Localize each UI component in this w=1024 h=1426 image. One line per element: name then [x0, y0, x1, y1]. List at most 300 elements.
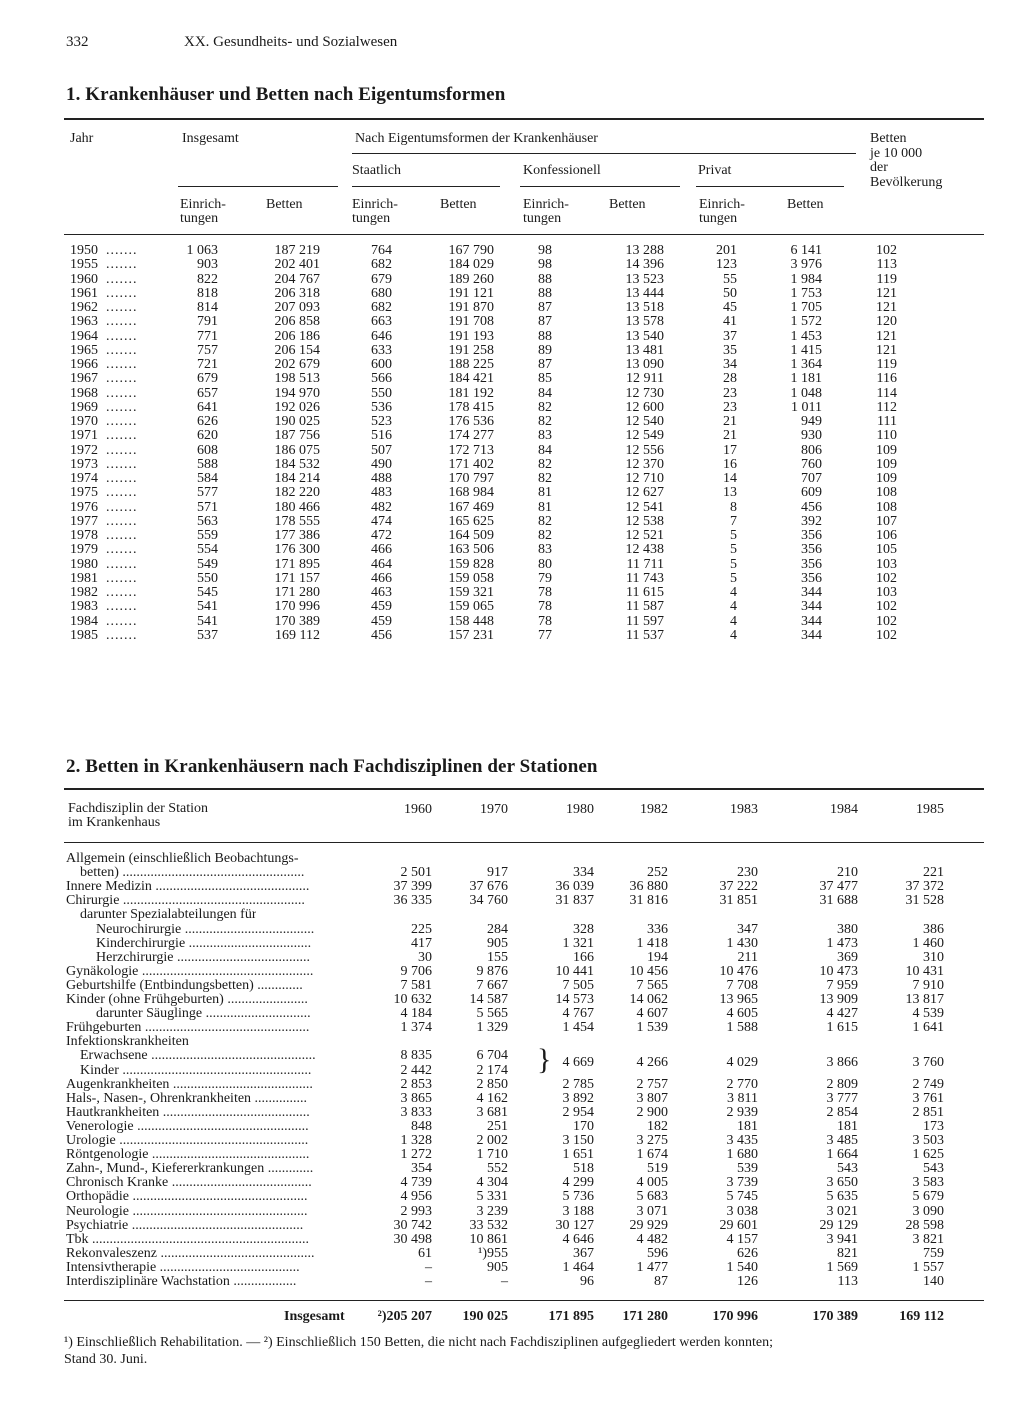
value-cell: 609	[801, 485, 822, 501]
leader-dots: .......	[106, 328, 138, 344]
value-cell: 61	[418, 1245, 432, 1261]
table1-row	[0, 615, 1024, 629]
value-cell: 1 557	[912, 1259, 944, 1275]
value-cell: 180 466	[274, 499, 320, 515]
t1-sub-einrich-3	[523, 198, 569, 226]
value-cell: 7 708	[726, 977, 758, 993]
value-cell: 181	[837, 1118, 858, 1134]
value-cell: 369	[837, 949, 858, 965]
value-cell: 930	[801, 428, 822, 444]
value-cell: 3 485	[826, 1133, 858, 1148]
table1-row	[0, 586, 1024, 600]
value-cell: 78	[538, 613, 552, 629]
table2-row	[0, 1007, 1024, 1021]
value-cell: 1 460	[912, 935, 944, 951]
leader-dots: .......	[106, 314, 138, 330]
value-cell: 3 681	[476, 1104, 508, 1120]
value-cell: 83	[538, 542, 552, 558]
row-label: Venerologie .................................................	[66, 1119, 309, 1134]
value-cell: 14 396	[625, 257, 664, 273]
value-cell: 657	[197, 385, 218, 401]
value-cell: 679	[197, 371, 218, 387]
t2-head-fach-1: Fachdisziplin der Station	[68, 801, 208, 816]
value-cell: 201	[716, 243, 737, 258]
value-cell: 159 321	[448, 585, 494, 600]
t1-sub-einrich-2a: Einrich-	[352, 197, 398, 212]
value-cell: 334	[573, 865, 594, 881]
value-cell: 202 679	[274, 357, 320, 372]
value-cell: 184 029	[448, 257, 494, 273]
value-cell: 12 549	[625, 428, 664, 444]
value-cell: 5 736	[562, 1189, 594, 1205]
page-number: 332	[66, 34, 89, 50]
value-cell: 4 304	[476, 1175, 508, 1191]
value-cell: 119	[876, 271, 897, 287]
table1-top-rule	[64, 118, 984, 120]
year-cell: 1974	[70, 471, 98, 486]
value-cell: 474	[371, 513, 392, 529]
table1-row	[0, 600, 1024, 614]
row-label: Herzchirurgie ......................................	[96, 950, 310, 965]
value-cell: 189 260	[448, 271, 494, 287]
leader-dots: .......	[106, 485, 138, 501]
table2-row	[0, 1190, 1024, 1204]
value-cell: 82	[538, 471, 552, 486]
value-cell: 10 473	[819, 963, 858, 979]
table2-row	[0, 908, 1024, 922]
value-cell: 37 676	[469, 879, 508, 895]
value-cell: 5 565	[476, 1006, 508, 1022]
value-cell: 10 441	[555, 963, 594, 979]
table2-row	[0, 1261, 1024, 1275]
value-cell: 5	[730, 570, 737, 586]
table2-top-rule	[64, 788, 984, 790]
value-cell: 771	[197, 328, 218, 344]
leader-dots: .......	[106, 585, 138, 600]
value-cell: 328	[573, 921, 594, 937]
value-cell: 186 075	[274, 442, 320, 458]
value-cell: 2 939	[726, 1104, 758, 1120]
value-cell: 165 625	[448, 513, 494, 529]
table2-row	[0, 1247, 1024, 1261]
value-cell: 566	[371, 371, 392, 387]
value-cell: 507	[371, 442, 392, 458]
value-cell: 210	[837, 865, 858, 881]
table1-row	[0, 472, 1024, 486]
t1-head-insgesamt: Insgesamt	[182, 131, 239, 146]
year-cell: 1955	[70, 257, 98, 273]
value-cell: 1 539	[636, 1020, 668, 1036]
total-value: ²)205 207	[377, 1309, 432, 1324]
value-cell: 191 258	[448, 342, 494, 358]
value-cell: 818	[197, 285, 218, 301]
value-cell: 121	[876, 300, 897, 315]
year-cell: 1984	[70, 613, 98, 629]
value-cell: 284	[487, 921, 508, 937]
value-cell: 82	[538, 528, 552, 543]
value-cell: 1 430	[726, 935, 758, 951]
total-value: 171 895	[548, 1309, 594, 1324]
value-cell: 87	[538, 300, 552, 315]
value-cell: 1 464	[562, 1259, 594, 1275]
value-cell: 34	[723, 357, 737, 372]
value-cell: 174 277	[448, 428, 494, 444]
value-cell: 550	[197, 570, 218, 586]
value-cell: 1 477	[636, 1259, 668, 1275]
value-cell: 386	[923, 921, 944, 937]
year-cell: 1960	[70, 271, 98, 287]
table1-row	[0, 387, 1024, 401]
value-cell: 206 858	[274, 314, 320, 330]
t1-sub-betten-1: Betten	[266, 197, 303, 212]
table1-title: 1. Krankenhäuser und Betten nach Eigentumsformen	[66, 84, 506, 105]
table1-row	[0, 401, 1024, 415]
value-cell: 2 854	[826, 1104, 858, 1120]
table2-row	[0, 1275, 1024, 1289]
leader-dots: .......	[106, 285, 138, 301]
total-value: 170 996	[712, 1309, 758, 1324]
value-cell: 11 711	[626, 556, 664, 572]
value-cell: 2 853	[400, 1076, 432, 1092]
infekt-merged-row	[0, 1056, 1024, 1070]
value-cell: 77	[538, 627, 552, 643]
leader-dots: .......	[106, 471, 138, 486]
value-cell: 126	[737, 1274, 758, 1289]
value-cell: 230	[737, 865, 758, 881]
value-cell: 3 811	[727, 1090, 758, 1106]
value-cell: 3 150	[562, 1133, 594, 1148]
value-cell: 417	[411, 935, 432, 951]
value-cell: 55	[723, 271, 737, 287]
value-cell: 1 364	[790, 357, 822, 372]
total-value: 170 389	[812, 1309, 858, 1324]
value-cell: 10 456	[629, 963, 668, 979]
value-cell: 8	[730, 499, 737, 515]
value-cell: 4 739	[400, 1175, 432, 1191]
table2-row	[0, 1035, 1024, 1049]
value-cell: 29 929	[629, 1217, 668, 1233]
value-cell: 158 448	[448, 613, 494, 629]
leader-dots: .......	[106, 257, 138, 273]
value-cell: 8 835	[400, 1048, 432, 1064]
value-cell: 78	[538, 585, 552, 600]
value-cell: 105	[876, 542, 897, 558]
value-cell: 791	[197, 314, 218, 330]
t1-head-jahr: Jahr	[70, 131, 94, 146]
table1-row	[0, 358, 1024, 372]
value-cell: 6 704	[476, 1048, 508, 1064]
value-cell: 3 739	[726, 1175, 758, 1191]
value-cell: 3 071	[636, 1203, 668, 1219]
value-cell: 2 757	[636, 1076, 668, 1092]
table2-row	[0, 965, 1024, 979]
value-cell: 50	[723, 285, 737, 301]
value-cell: 764	[371, 243, 392, 258]
table2-row	[0, 852, 1024, 866]
value-cell: 31 688	[819, 893, 858, 909]
value-cell: 1 674	[636, 1147, 668, 1163]
t1-head-betten-bev	[870, 132, 942, 190]
value-cell: 4 539	[912, 1006, 944, 1022]
t1-head-staatlich: Staatlich	[352, 163, 401, 178]
value-cell: 814	[197, 300, 218, 315]
value-cell: 98	[538, 243, 552, 258]
value-cell: 848	[411, 1118, 432, 1134]
value-cell: 176 300	[274, 542, 320, 558]
value-cell: 4	[730, 599, 737, 615]
table2-row	[0, 1219, 1024, 1233]
value-cell: 1 651	[562, 1147, 594, 1163]
leader-dots: .......	[106, 371, 138, 387]
value-cell: 6 141	[790, 243, 822, 258]
value-cell: 1 710	[476, 1147, 508, 1163]
value-cell: 1 641	[912, 1020, 944, 1036]
table1-row	[0, 629, 1024, 643]
row-label: Neurochirurgie .....................................	[96, 922, 315, 937]
value-cell: 3 188	[562, 1203, 594, 1219]
value-cell: 12 730	[625, 385, 664, 401]
value-cell: 3 807	[636, 1090, 668, 1106]
value-cell: 182 220	[274, 485, 320, 501]
year-cell: 1964	[70, 328, 98, 344]
value-cell: 202 401	[274, 257, 320, 273]
year-cell: 1978	[70, 528, 98, 543]
value-cell: 29 601	[719, 1217, 758, 1233]
value-cell: 679	[371, 271, 392, 287]
value-cell: 13	[723, 485, 737, 501]
value-cell: 7 581	[400, 977, 432, 993]
value-cell: 82	[538, 456, 552, 472]
value-cell: 559	[197, 528, 218, 543]
value-cell: 37 372	[905, 879, 944, 895]
value-cell: 466	[371, 570, 392, 586]
year-header: 1984	[830, 802, 858, 817]
year-header: 1982	[640, 802, 668, 817]
value-cell: 1 328	[400, 1133, 432, 1148]
value-cell: 3 777	[826, 1090, 858, 1106]
value-cell: 626	[737, 1245, 758, 1261]
value-cell: 9 876	[476, 963, 508, 979]
value-cell: 187 219	[274, 243, 320, 258]
value-cell: 550	[371, 385, 392, 401]
year-header: 1960	[404, 802, 432, 817]
value-cell: 541	[197, 613, 218, 629]
value-cell: 545	[197, 585, 218, 600]
row-label: Rekonvaleszenz ............................................	[66, 1246, 315, 1261]
value-cell: 9 706	[400, 963, 432, 979]
value-cell: 4 607	[636, 1006, 668, 1022]
t1-sub-einrich-1b: tungen	[180, 211, 219, 226]
value-cell: 123	[716, 257, 737, 273]
leader-dots: .......	[106, 528, 138, 543]
value-cell: 89	[538, 342, 552, 358]
value-cell: 110	[876, 428, 897, 444]
value-cell: 3 976	[790, 257, 822, 273]
value-cell: 4 162	[476, 1090, 508, 1106]
row-label: betten) ....................................................	[80, 866, 305, 881]
value-cell: 252	[647, 865, 668, 881]
row-label: Erwachsene ...............................................	[80, 1049, 316, 1064]
value-cell: 4	[730, 613, 737, 629]
value-cell: 172 713	[448, 442, 494, 458]
t1-sub-einrich-3b: tungen	[523, 211, 562, 226]
value-cell: 2 809	[826, 1076, 858, 1092]
leader-dots: .......	[106, 300, 138, 315]
value-cell: 31 851	[719, 893, 758, 909]
value-cell: 30 742	[393, 1217, 432, 1233]
value-cell: 163 506	[448, 542, 494, 558]
value-cell: 82	[538, 513, 552, 529]
leader-dots: .......	[106, 414, 138, 429]
value-cell: 537	[197, 627, 218, 643]
table1-row	[0, 415, 1024, 429]
value-cell: 13 481	[625, 342, 664, 358]
value-cell: 28	[723, 371, 737, 387]
year-cell: 1950	[70, 243, 98, 258]
value-cell: 2 850	[476, 1076, 508, 1092]
value-cell: 14 573	[555, 992, 594, 1007]
value-cell: 45	[723, 300, 737, 315]
value-cell: 251	[487, 1118, 508, 1134]
t1-bev-l4: Bevölkerung	[870, 174, 943, 190]
value-cell: 1 588	[726, 1020, 758, 1036]
value-cell: 2 954	[562, 1104, 594, 1120]
row-label: Interdisziplinäre Wachstation ..................	[66, 1275, 297, 1289]
value-cell: 1 473	[826, 935, 858, 951]
value-cell: 2 900	[636, 1104, 668, 1120]
table2-row	[0, 1162, 1024, 1176]
value-cell: 7 667	[476, 977, 508, 993]
value-cell: 3 503	[912, 1133, 944, 1148]
value-cell: 1 615	[826, 1020, 858, 1036]
row-label: Psychiatrie .................................................	[66, 1218, 304, 1233]
table2-row	[0, 1176, 1024, 1190]
row-label: Zahn-, Mund-, Kiefererkrankungen .............	[66, 1162, 314, 1177]
value-cell: 563	[197, 513, 218, 529]
footnote-1: ¹) Einschließlich Rehabilitation. — ²) Einschließlich 150 Betten, die nicht nach Fachdisziplinen aufgegliedert werden konnten;	[64, 1335, 773, 1350]
value-cell: 4 029	[726, 1055, 758, 1071]
value-cell: 88	[538, 285, 552, 301]
table1-row	[0, 344, 1024, 358]
value-cell: 12 538	[625, 513, 664, 529]
value-cell: 518	[573, 1161, 594, 1177]
value-cell: 102	[876, 599, 897, 615]
value-cell: 155	[487, 949, 508, 965]
year-header: 1980	[566, 802, 594, 817]
table1-row	[0, 486, 1024, 500]
value-cell: 159 058	[448, 570, 494, 586]
year-cell: 1962	[70, 300, 98, 315]
value-cell: 120	[876, 314, 897, 330]
value-cell: 225	[411, 921, 432, 937]
value-cell: 3 275	[636, 1133, 668, 1148]
value-cell: 191 121	[448, 285, 494, 301]
t2-head-fach-2: im Krankenhaus	[68, 815, 161, 830]
value-cell: 4 767	[562, 1006, 594, 1022]
table1-row	[0, 315, 1024, 329]
value-cell: 85	[538, 371, 552, 387]
leader-dots: .......	[106, 442, 138, 458]
value-cell: 1 321	[562, 935, 594, 951]
value-cell: 1 374	[400, 1020, 432, 1036]
value-cell: 12 600	[625, 399, 664, 415]
value-cell: 310	[923, 949, 944, 965]
value-cell: 170 996	[274, 599, 320, 615]
infekt-brace: }	[537, 1043, 552, 1076]
table2-row	[0, 1233, 1024, 1247]
value-cell: 109	[876, 442, 897, 458]
table2-row	[0, 979, 1024, 993]
year-cell: 1985	[70, 627, 98, 643]
value-cell: 206 318	[274, 285, 320, 301]
value-cell: 463	[371, 585, 392, 600]
value-cell: 102	[876, 570, 897, 586]
value-cell: 543	[923, 1161, 944, 1177]
row-label: Innere Medizin ............................................	[66, 880, 310, 895]
value-cell: 204 767	[274, 271, 320, 287]
value-cell: 3 761	[912, 1090, 944, 1106]
value-cell: 191 708	[448, 314, 494, 330]
value-cell: 103	[876, 585, 897, 600]
t1-subrule	[352, 153, 856, 154]
table2-row	[0, 1021, 1024, 1035]
value-cell: 12 540	[625, 414, 664, 429]
value-cell: 5 331	[476, 1189, 508, 1205]
value-cell: 1 680	[726, 1147, 758, 1163]
value-cell: 188 225	[448, 357, 494, 372]
value-cell: 541	[197, 599, 218, 615]
t1-sub-einrich-1a: Einrich-	[180, 197, 226, 212]
value-cell: 5	[730, 528, 737, 543]
t2-total-row	[0, 1310, 1024, 1324]
value-cell: 30 127	[555, 1217, 594, 1233]
value-cell: 1 063	[186, 243, 218, 258]
value-cell: 466	[371, 542, 392, 558]
value-cell: 87	[654, 1274, 668, 1289]
value-cell: 113	[837, 1274, 858, 1289]
value-cell: 549	[197, 556, 218, 572]
value-cell: 23	[723, 385, 737, 401]
value-cell: 1 572	[790, 314, 822, 330]
value-cell: 917	[487, 865, 508, 881]
value-cell: 3 583	[912, 1175, 944, 1191]
value-cell: 4 266	[636, 1055, 668, 1071]
value-cell: 13 817	[905, 992, 944, 1007]
value-cell: 2 993	[400, 1203, 432, 1219]
value-cell: 121	[876, 285, 897, 301]
running-header	[66, 34, 397, 51]
value-cell: 5 679	[912, 1189, 944, 1205]
value-cell: 356	[801, 570, 822, 586]
value-cell: 171 280	[274, 585, 320, 600]
value-cell: 646	[371, 328, 392, 344]
row-label: Röntgenologie .............................................	[66, 1148, 310, 1163]
table1-row	[0, 458, 1024, 472]
row-label: Frühgeburten ...............................................	[66, 1021, 310, 1036]
row-label: Chronisch Kranke ........................................	[66, 1176, 312, 1191]
value-cell: 106	[876, 528, 897, 543]
value-cell: 2 749	[912, 1076, 944, 1092]
value-cell: 3 892	[562, 1090, 594, 1106]
t1-rule-konf	[520, 186, 680, 187]
t1-head-privat: Privat	[698, 163, 732, 178]
value-cell: 584	[197, 471, 218, 486]
total-label: Insgesamt	[284, 1309, 345, 1324]
t1-sub-einrich-1	[180, 198, 226, 226]
value-cell: 4 669	[562, 1055, 594, 1071]
row-label: Kinder ......................................................	[80, 1063, 312, 1078]
value-cell: 1 048	[790, 385, 822, 401]
